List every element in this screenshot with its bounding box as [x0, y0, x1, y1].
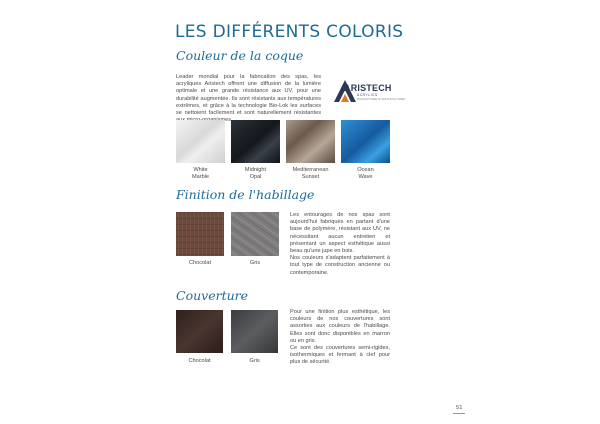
- swatch-cover-gris: [231, 310, 278, 353]
- page-number-rule: [453, 413, 465, 414]
- swatch-cabinet-chocolat: [176, 212, 224, 256]
- page-number: 51: [456, 405, 463, 411]
- swatch-caption-white-marble: White Marble: [191, 167, 210, 180]
- hull-description: [176, 74, 321, 124]
- logo-tagline: MANUFACTURER OF SPA ACRYLIC SHEET: [357, 98, 406, 101]
- swatch-white-marble: [176, 120, 225, 163]
- cover-paragraph-2: Ce sont des couvertures semi-rigides, isothermiques et fermant à clef pour plus de sécurité.: [290, 345, 390, 366]
- cover-caption-gris: Gris: [249, 358, 260, 364]
- aristech-logo: [331, 76, 406, 106]
- swatch-caption-ocean-wave: Ocean Wave: [357, 167, 374, 180]
- page-title: LES DIFFÉRENTS COLORIS: [175, 22, 404, 42]
- hull-description-text: Leader mondial pour la fabrication des spas, les acryliques Aristech offrent une diffusion de la lumière optimale et une grande résistance aux UV, pour une durabilité augmentée. Ils sont résistants aux températures extrêmes, et grâce à la technologie Bio-Lok les surfaces se nettoient facilement et sont naturellement résistantes: [176, 74, 321, 117]
- cabinet-caption-gris: Gris: [249, 260, 261, 266]
- cover-description: [290, 309, 390, 367]
- swatch-caption-midnight-opal: Midnight Opal: [244, 167, 267, 180]
- swatch-caption-mediterranean-sunset: Mediterranean Sunset: [292, 167, 329, 180]
- cabinet-description: [290, 212, 390, 277]
- cabinet-section-heading: Finition de l'habillage: [176, 187, 315, 202]
- swatch-mediterranean-sunset: [286, 120, 335, 163]
- swatch-midnight-opal: [231, 120, 280, 163]
- swatch-cover-chocolat: [176, 310, 223, 353]
- cabinet-paragraph-2: Nos couleurs s'adaptent parfaitement à tout type de construction ancienne ou contemporaine.: [290, 255, 390, 276]
- cover-section-heading: Couverture: [176, 288, 249, 303]
- swatch-cabinet-gris: [231, 212, 279, 256]
- cabinet-caption-chocolat: Chocolat: [188, 260, 212, 266]
- cover-caption-chocolat: Chocolat: [188, 358, 211, 364]
- logo-subtitle: ACRYLICS: [357, 93, 378, 97]
- hull-section-heading: Couleur de la coque: [176, 48, 304, 63]
- cover-paragraph-1: Pour une finition plus esthétique, les couleurs de nos couvertures sont assorties aux couleurs de l'habillage. Elles sont donc disponibles en marron ou en gris.: [290, 309, 390, 344]
- cabinet-paragraph-1: Les entourages de nos spas sont aujourd'hui fabriqués en partant d'une base de polymère, résistant aux UV, ne nécessitant aucun entretien et présentant un aspect esthétique aussi beau qu'une jupe en bois.: [290, 212, 390, 255]
- logo-wordmark: ARISTECH: [344, 83, 392, 93]
- swatch-ocean-wave: [341, 120, 390, 163]
